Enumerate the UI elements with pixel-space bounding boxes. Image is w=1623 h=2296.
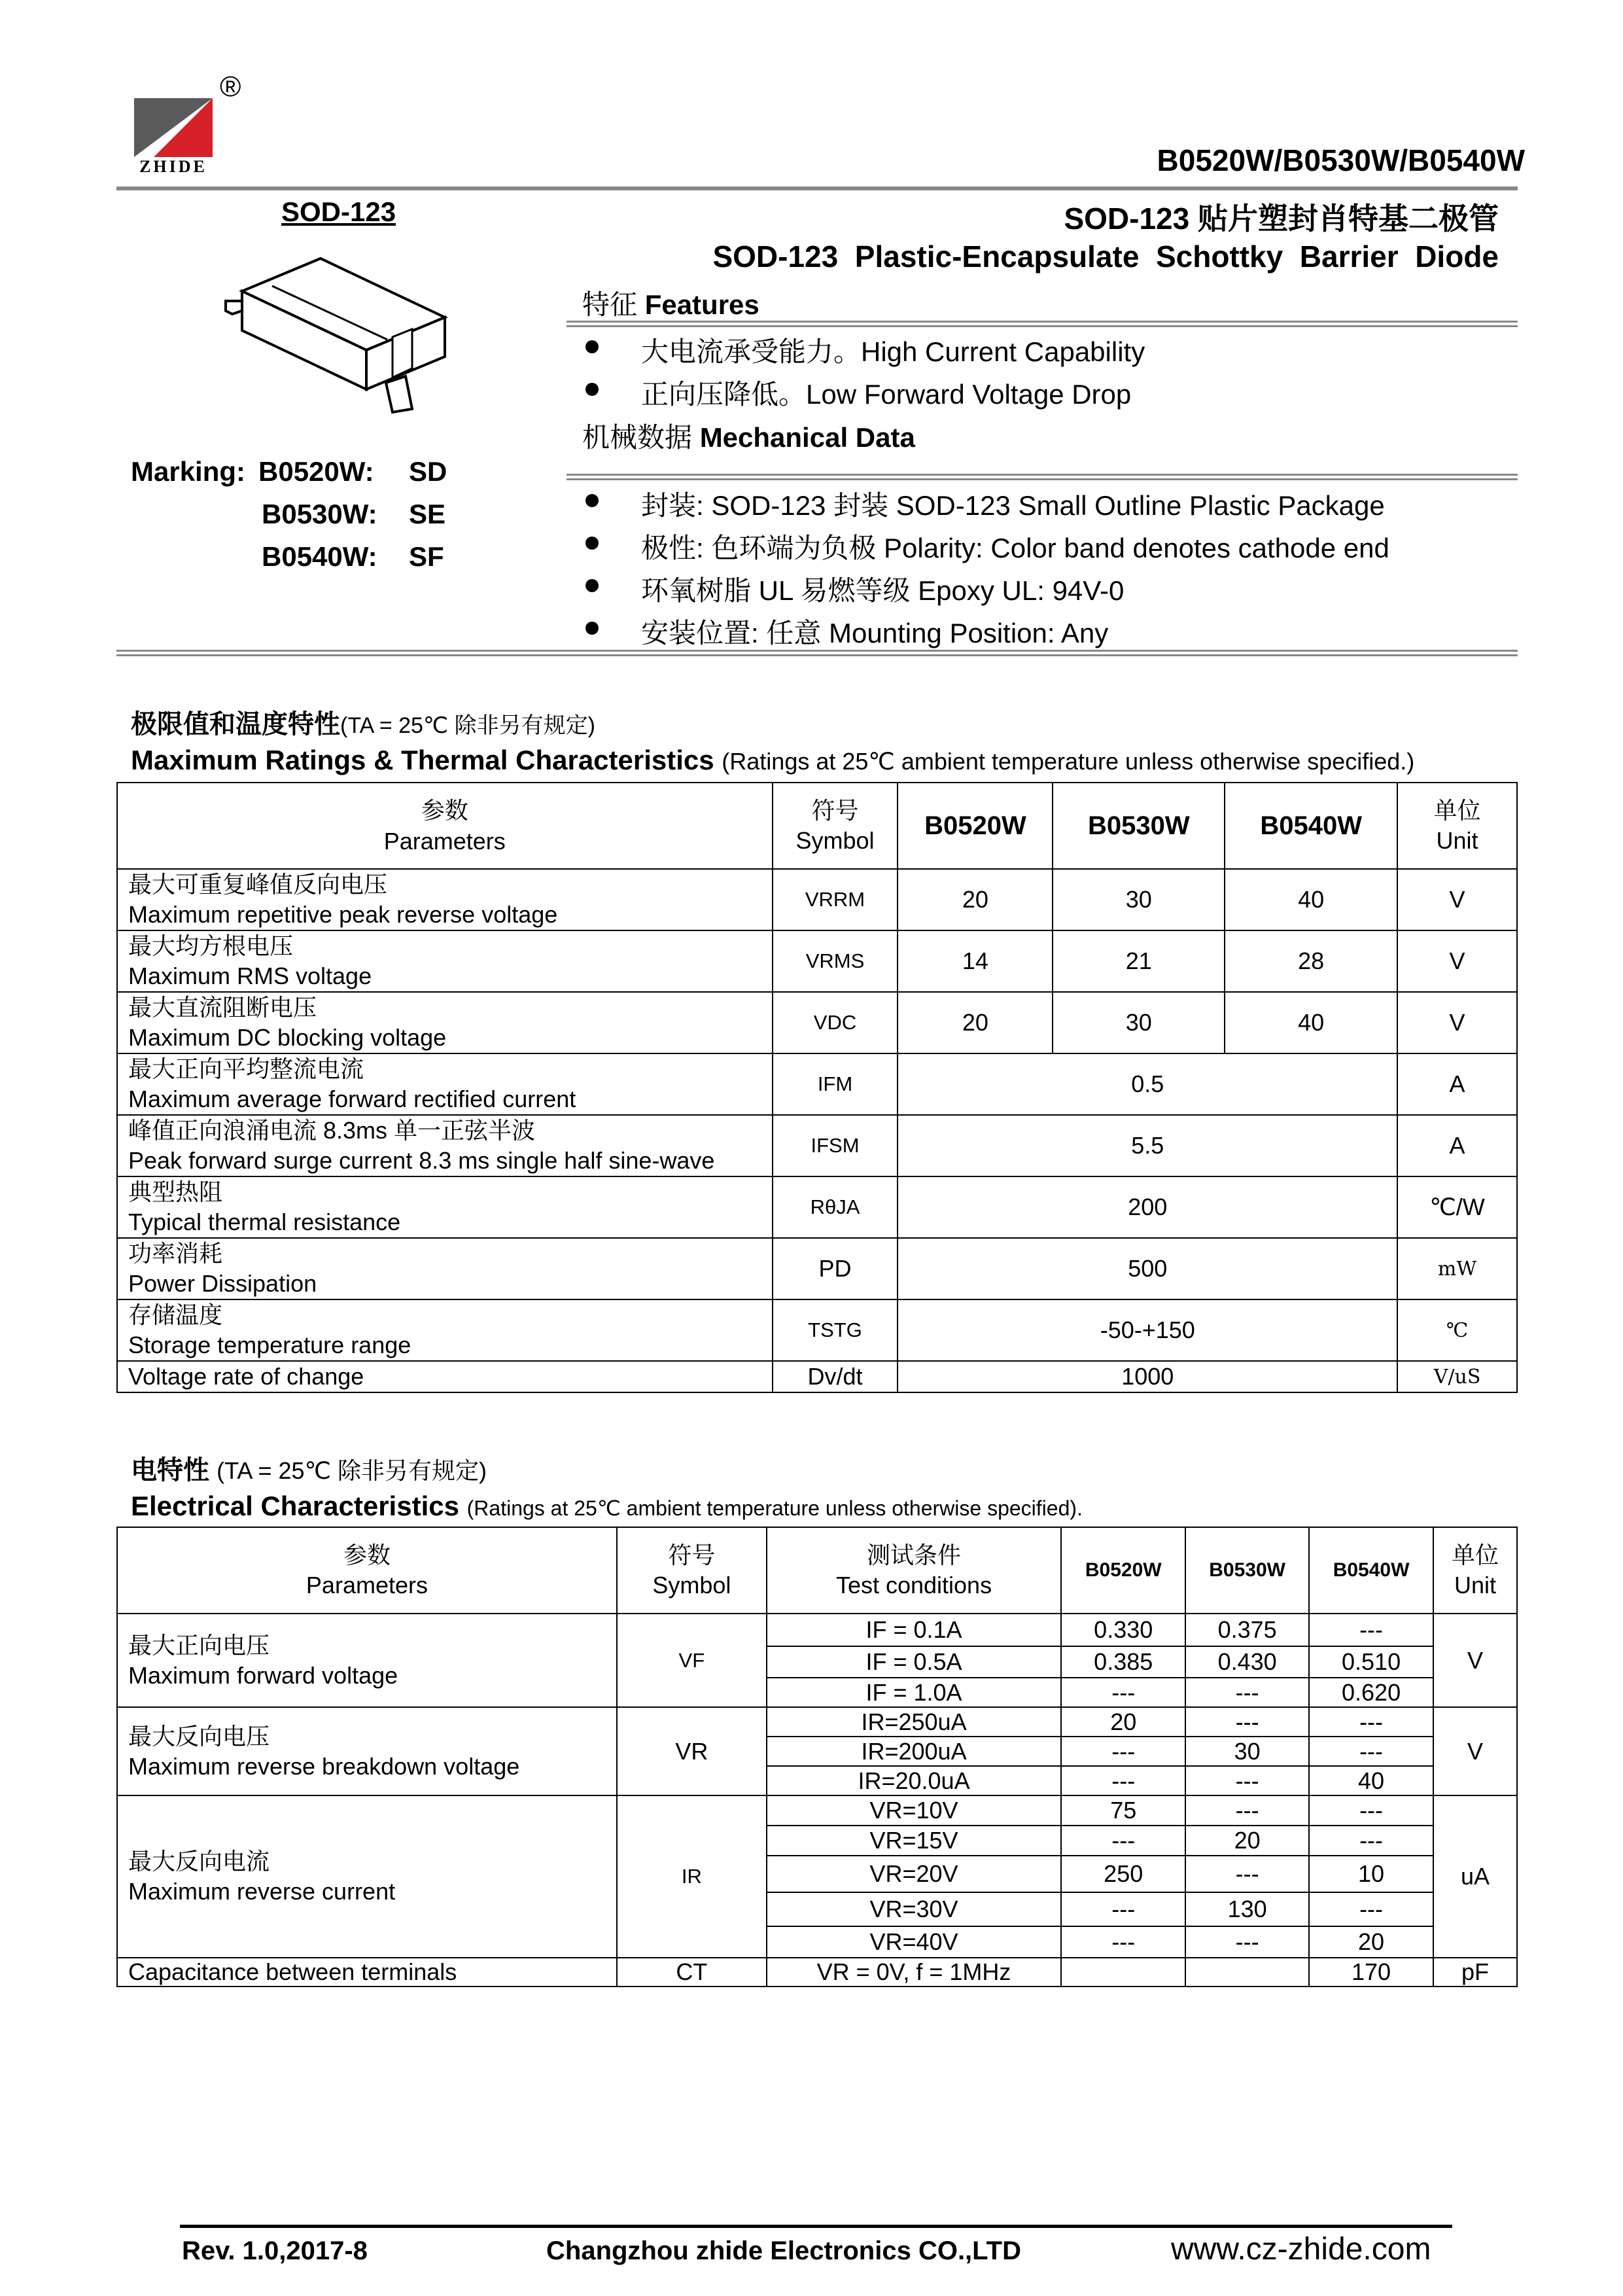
table-row bbox=[117, 869, 1517, 930]
footer-rule bbox=[180, 2225, 1452, 2228]
mechanical-item: 极性: 色环端为负极 Polarity: Color band denotes cathode end bbox=[641, 533, 1389, 563]
header-symbol-cn: 符号 bbox=[668, 1542, 716, 1568]
package-drawing bbox=[216, 252, 464, 415]
unit-cell: mW bbox=[1397, 1238, 1517, 1299]
header-cond-cn: 测试条件 bbox=[867, 1542, 962, 1568]
symbol-cell: IFM bbox=[773, 1053, 898, 1115]
value-cell: 0.510 bbox=[1309, 1646, 1433, 1678]
marking-code-1: SD bbox=[409, 456, 447, 487]
header-b0520w: B0520W bbox=[898, 783, 1053, 869]
table-row bbox=[117, 1707, 1517, 1737]
mechanical-rule bbox=[567, 474, 1518, 476]
param-cn: 最大正向电压 bbox=[128, 1631, 270, 1659]
max-ratings-title-cn-note: (TA = 25℃ 除非另有规定) bbox=[340, 713, 595, 738]
mechanical-heading bbox=[582, 416, 915, 455]
marking-part-2: B0530W: bbox=[262, 499, 377, 529]
unit-cell: uA bbox=[1433, 1795, 1517, 1958]
unit-cell: V bbox=[1433, 1614, 1517, 1707]
value-cell: 130 bbox=[1185, 1892, 1309, 1926]
value-cell: 0.5 bbox=[898, 1053, 1397, 1115]
param-cn: 典型热阻 bbox=[128, 1178, 223, 1205]
value-cell: --- bbox=[1309, 1737, 1433, 1766]
param-cell bbox=[117, 1115, 773, 1176]
symbol-cell: VF bbox=[617, 1614, 767, 1707]
header-b0530w: B0530W bbox=[1053, 783, 1225, 869]
param-cell bbox=[117, 1176, 773, 1238]
value-cell: 30 bbox=[1053, 869, 1225, 930]
electrical-title-en-text: Electrical Characteristics bbox=[131, 1491, 459, 1521]
unit-cell: A bbox=[1397, 1115, 1517, 1176]
table-row bbox=[117, 1053, 1517, 1115]
bullet-icon bbox=[585, 579, 599, 592]
section-rule-2 bbox=[116, 654, 1518, 656]
value-cell: --- bbox=[1185, 1766, 1309, 1795]
table-row bbox=[117, 1795, 1517, 1826]
header-test-conditions bbox=[767, 1527, 1062, 1614]
symbol-cell: CT bbox=[617, 1958, 767, 1987]
param-cell bbox=[117, 1299, 773, 1361]
value-cell: 30 bbox=[1053, 992, 1225, 1053]
param-en: Peak forward surge current 8.3 ms single half sine-wave bbox=[128, 1147, 715, 1174]
marking-label: Marking: bbox=[131, 456, 246, 487]
header-unit-cn: 单位 bbox=[1451, 1542, 1499, 1568]
symbol-cell: VRRM bbox=[773, 869, 898, 930]
condition-cell: IF = 0.5A bbox=[767, 1646, 1062, 1678]
param-cell bbox=[117, 1614, 617, 1707]
section-rule bbox=[116, 650, 1518, 652]
header-unit bbox=[1397, 783, 1517, 869]
value-cell: 14 bbox=[898, 930, 1053, 992]
title-cn: SOD-123 贴片塑封肖特基二极管 bbox=[1064, 202, 1499, 236]
value-cell: --- bbox=[1309, 1614, 1433, 1646]
condition-cell: IR=20.0uA bbox=[767, 1766, 1062, 1795]
value-cell: --- bbox=[1061, 1826, 1185, 1856]
table-row bbox=[117, 1299, 1517, 1361]
marking-part-3: B0540W: bbox=[262, 541, 377, 572]
value-cell: 250 bbox=[1061, 1856, 1185, 1892]
bullet-icon bbox=[585, 494, 599, 507]
feature-item: 大电流承受能力。High Current Capability bbox=[641, 336, 1145, 367]
unit-cell: V/uS bbox=[1397, 1361, 1517, 1392]
value-cell: 40 bbox=[1225, 992, 1397, 1053]
marking-code-2: SE bbox=[409, 499, 446, 529]
param-cn: 最大正向平均整流电流 bbox=[128, 1055, 364, 1082]
condition-cell: IR=250uA bbox=[767, 1707, 1062, 1737]
value-cell: 1000 bbox=[898, 1361, 1397, 1392]
param-en: Maximum repetitive peak reverse voltage bbox=[128, 901, 558, 928]
symbol-cell: Dv/dt bbox=[773, 1361, 898, 1392]
value-cell: --- bbox=[1061, 1926, 1185, 1958]
value-cell: 0.375 bbox=[1185, 1614, 1309, 1646]
value-cell: --- bbox=[1309, 1707, 1433, 1737]
title-en: SOD-123 Plastic-Encapsulate Schottky Barrier Diode bbox=[712, 239, 1499, 274]
unit-cell: ℃ bbox=[1397, 1299, 1517, 1361]
symbol-cell: VR bbox=[617, 1707, 767, 1795]
param-cn: 最大反向电压 bbox=[128, 1722, 270, 1750]
param-en: Maximum reverse current bbox=[128, 1878, 396, 1905]
value-cell: 0.385 bbox=[1061, 1646, 1185, 1678]
value-cell: --- bbox=[1185, 1707, 1309, 1737]
value-cell: -50-+150 bbox=[898, 1299, 1397, 1361]
param-cell bbox=[117, 1053, 773, 1115]
value-cell: --- bbox=[1309, 1892, 1433, 1926]
param-en: Typical thermal resistance bbox=[128, 1209, 401, 1235]
param-en: Maximum forward voltage bbox=[128, 1661, 398, 1689]
param-cell: Voltage rate of change bbox=[117, 1361, 773, 1392]
table-row bbox=[117, 930, 1517, 992]
param-cell: Capacitance between terminals bbox=[117, 1958, 617, 1987]
marking-part-1: B0520W: bbox=[258, 456, 374, 487]
condition-cell: IR=200uA bbox=[767, 1737, 1062, 1766]
marking-code-3: SF bbox=[409, 541, 444, 572]
param-cn: 存储温度 bbox=[128, 1301, 223, 1328]
unit-cell: pF bbox=[1433, 1958, 1517, 1987]
electrical-table bbox=[116, 1527, 1518, 1987]
mechanical-rule-2 bbox=[567, 478, 1518, 480]
param-en: Maximum reverse breakdown voltage bbox=[128, 1752, 520, 1780]
param-cell bbox=[117, 992, 773, 1053]
symbol-cell: IFSM bbox=[773, 1115, 898, 1176]
value-cell: 500 bbox=[898, 1238, 1397, 1299]
electrical-title-en-note: (Ratings at 25℃ ambient temperature unless otherwise specified). bbox=[466, 1496, 1083, 1520]
value-cell: 20 bbox=[1061, 1707, 1185, 1737]
bullet-icon bbox=[585, 622, 599, 635]
param-en: Storage temperature range bbox=[128, 1332, 411, 1358]
header-symbol-cn: 符号 bbox=[811, 797, 859, 824]
condition-cell: VR=30V bbox=[767, 1892, 1062, 1926]
param-cn: 最大直流阻断电压 bbox=[128, 994, 317, 1021]
value-cell: 75 bbox=[1061, 1795, 1185, 1826]
value-cell: --- bbox=[1185, 1926, 1309, 1958]
param-en: Maximum average forward rectified current bbox=[128, 1086, 576, 1112]
condition-cell: VR=15V bbox=[767, 1826, 1062, 1856]
param-cn: 最大均方根电压 bbox=[128, 932, 294, 959]
unit-cell: A bbox=[1397, 1053, 1517, 1115]
condition-cell: VR = 0V, f = 1MHz bbox=[767, 1958, 1062, 1987]
value-cell: 10 bbox=[1309, 1856, 1433, 1892]
package-label: SOD-123 bbox=[281, 196, 396, 227]
features-rule bbox=[567, 321, 1518, 323]
unit-cell: V bbox=[1397, 930, 1517, 992]
value-cell: 28 bbox=[1225, 930, 1397, 992]
unit-cell: V bbox=[1397, 992, 1517, 1053]
table-row bbox=[117, 1614, 1517, 1646]
bullet-icon bbox=[585, 537, 599, 550]
header-unit-en: Unit bbox=[1454, 1572, 1497, 1598]
header-symbol bbox=[773, 783, 898, 869]
features-heading bbox=[582, 283, 759, 323]
table-row bbox=[117, 1176, 1517, 1238]
value-cell: 0.620 bbox=[1309, 1678, 1433, 1707]
param-cell bbox=[117, 1707, 617, 1795]
unit-cell: ℃/W bbox=[1397, 1176, 1517, 1238]
max-ratings-title-en-note: (Ratings at 25℃ ambient temperature unless otherwise specified.) bbox=[722, 748, 1415, 775]
header-symbol bbox=[617, 1527, 767, 1614]
header-param-cn: 参数 bbox=[343, 1542, 391, 1568]
table-header-row bbox=[117, 1527, 1517, 1614]
value-cell: 5.5 bbox=[898, 1115, 1397, 1176]
condition-cell: VR=40V bbox=[767, 1926, 1062, 1958]
mechanical-item: 环氧树脂 UL 易燃等级 Epoxy UL: 94V-0 bbox=[641, 575, 1125, 606]
value-cell bbox=[1061, 1958, 1185, 1987]
mechanical-heading-cn: 机械数据 bbox=[582, 422, 693, 453]
value-cell: 21 bbox=[1053, 930, 1225, 992]
table-row bbox=[117, 1115, 1517, 1176]
max-ratings-title-cn bbox=[131, 703, 595, 741]
value-cell: --- bbox=[1185, 1856, 1309, 1892]
header-param-cn: 参数 bbox=[421, 797, 468, 824]
symbol-cell: PD bbox=[773, 1238, 898, 1299]
header-cond-en: Test conditions bbox=[835, 1572, 992, 1598]
header-b0520w: B0520W bbox=[1061, 1527, 1185, 1614]
footer-company: Changzhou zhide Electronics CO.,LTD bbox=[546, 2236, 1021, 2265]
bullet-icon bbox=[585, 340, 599, 353]
value-cell: 200 bbox=[898, 1176, 1397, 1238]
features-rule-2 bbox=[567, 325, 1518, 327]
header-unit bbox=[1433, 1527, 1517, 1614]
condition-cell: IF = 1.0A bbox=[767, 1678, 1062, 1707]
value-cell: 30 bbox=[1185, 1737, 1309, 1766]
table-row bbox=[117, 1238, 1517, 1299]
footer-revision: Rev. 1.0,2017-8 bbox=[182, 2236, 368, 2265]
value-cell: 0.430 bbox=[1185, 1646, 1309, 1678]
logo-text: ZHIDE bbox=[139, 157, 207, 176]
condition-cell: VR=10V bbox=[767, 1795, 1062, 1826]
symbol-cell: TSTG bbox=[773, 1299, 898, 1361]
table-row bbox=[117, 992, 1517, 1053]
condition-cell: VR=20V bbox=[767, 1856, 1062, 1892]
param-cn: 功率消耗 bbox=[128, 1240, 223, 1267]
value-cell: 20 bbox=[1185, 1826, 1309, 1856]
param-en: Maximum RMS voltage bbox=[128, 963, 372, 989]
unit-cell: V bbox=[1397, 869, 1517, 930]
value-cell: --- bbox=[1309, 1795, 1433, 1826]
value-cell: 40 bbox=[1309, 1766, 1433, 1795]
electrical-title-cn bbox=[131, 1449, 487, 1487]
param-cell bbox=[117, 1238, 773, 1299]
electrical-title-en bbox=[131, 1491, 1083, 1522]
mechanical-heading-en: Mechanical Data bbox=[699, 422, 915, 453]
symbol-cell: VRMS bbox=[773, 930, 898, 992]
header-b0540w: B0540W bbox=[1225, 783, 1397, 869]
value-cell: --- bbox=[1061, 1737, 1185, 1766]
part-numbers-title: B0520W/B0530W/B0540W bbox=[1157, 143, 1525, 177]
header-param-en: Parameters bbox=[305, 1572, 428, 1598]
header-unit-cn: 单位 bbox=[1433, 797, 1481, 824]
table-header-row bbox=[117, 783, 1517, 869]
table-row bbox=[117, 1958, 1517, 1987]
param-cn: 峰值正向浪涌电流 8.3ms 单一正弦半波 bbox=[128, 1117, 536, 1144]
electrical-title-cn-text: 电特性 bbox=[131, 1456, 209, 1485]
mechanical-item: 安装位置: 任意 Mounting Position: Any bbox=[641, 618, 1109, 648]
value-cell: --- bbox=[1309, 1826, 1433, 1856]
header-symbol-en: Symbol bbox=[795, 827, 875, 854]
param-cell bbox=[117, 1795, 617, 1958]
value-cell: 20 bbox=[1309, 1926, 1433, 1958]
param-cell bbox=[117, 869, 773, 930]
value-cell: --- bbox=[1061, 1678, 1185, 1707]
footer-website[interactable]: www.cz-zhide.com bbox=[1171, 2232, 1431, 2267]
value-cell: --- bbox=[1185, 1678, 1309, 1707]
table-row bbox=[117, 1361, 1517, 1392]
feature-item: 正向压降低。Low Forward Voltage Drop bbox=[641, 379, 1132, 410]
max-ratings-table bbox=[116, 782, 1518, 1393]
bullet-icon bbox=[585, 383, 599, 396]
param-cn: 最大可重复峰值反向电压 bbox=[128, 871, 388, 898]
condition-cell: IF = 0.1A bbox=[767, 1614, 1062, 1646]
value-cell bbox=[1185, 1958, 1309, 1987]
value-cell: --- bbox=[1185, 1795, 1309, 1826]
param-en: Power Dissipation bbox=[128, 1270, 317, 1297]
electrical-title-cn-note: (TA = 25℃ 除非另有规定) bbox=[217, 1457, 487, 1484]
param-cell bbox=[117, 930, 773, 992]
symbol-cell: VDC bbox=[773, 992, 898, 1053]
header-parameters bbox=[117, 783, 773, 869]
mechanical-item: 封装: SOD-123 封装 SOD-123 Small Outline Plastic Package bbox=[641, 490, 1385, 521]
value-cell: --- bbox=[1061, 1766, 1185, 1795]
features-heading-cn: 特征 bbox=[582, 289, 638, 320]
header-b0540w: B0540W bbox=[1309, 1527, 1433, 1614]
value-cell: 0.330 bbox=[1061, 1614, 1185, 1646]
value-cell: 20 bbox=[898, 869, 1053, 930]
unit-cell: V bbox=[1433, 1707, 1517, 1795]
features-heading-en: Features bbox=[644, 289, 759, 320]
header-b0530w: B0530W bbox=[1185, 1527, 1309, 1614]
header-symbol-en: Symbol bbox=[652, 1572, 731, 1598]
value-cell: --- bbox=[1061, 1892, 1185, 1926]
header-rule bbox=[116, 186, 1518, 190]
symbol-cell: IR bbox=[617, 1795, 767, 1958]
header-param-en: Parameters bbox=[383, 827, 506, 855]
max-ratings-title-en-text: Maximum Ratings & Thermal Characteristics bbox=[131, 745, 714, 775]
symbol-cell: RθJA bbox=[773, 1176, 898, 1238]
max-ratings-title-en bbox=[131, 745, 1414, 776]
param-en: Maximum DC blocking voltage bbox=[128, 1024, 447, 1051]
header-unit-en: Unit bbox=[1436, 827, 1478, 854]
value-cell: 170 bbox=[1309, 1958, 1433, 1987]
value-cell: 20 bbox=[898, 992, 1053, 1053]
header-parameters bbox=[117, 1527, 617, 1614]
registered-mark: ® bbox=[220, 71, 241, 103]
param-cn: 最大反向电流 bbox=[128, 1848, 270, 1875]
value-cell: 40 bbox=[1225, 869, 1397, 930]
max-ratings-title-cn-text: 极限值和温度特性 bbox=[131, 710, 340, 739]
